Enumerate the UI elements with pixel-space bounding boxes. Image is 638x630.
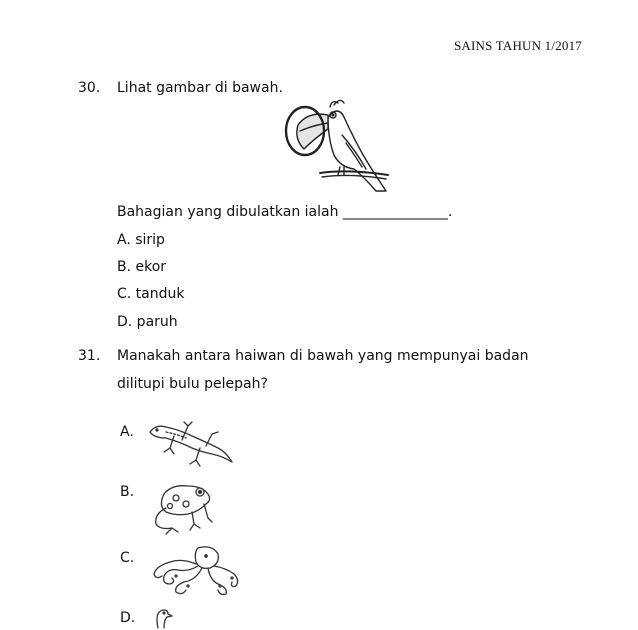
option-30-d[interactable]: D. paruh (117, 314, 178, 330)
question-30-prompt: Lihat gambar di bawah. (117, 80, 283, 96)
page-header: SAINS TAHUN 1/2017 (454, 38, 582, 53)
question-31-line2: dilitupi bulu pelepah? (117, 376, 268, 392)
option-30-a[interactable]: A. sirip (117, 232, 165, 248)
toucan-icon (278, 95, 398, 200)
frog-icon[interactable] (148, 478, 216, 536)
option-31-d-letter[interactable]: D. (120, 610, 136, 626)
option-30-b[interactable]: B. ekor (117, 259, 167, 275)
question-31-number: 31. (78, 348, 101, 364)
option-31-a-letter[interactable]: A. (120, 424, 134, 440)
question-30-stem: Bahagian yang dibulatkan ialah _______________. (117, 204, 453, 220)
option-30-c[interactable]: C. tanduk (117, 286, 185, 302)
option-31-c-letter[interactable]: C. (120, 550, 135, 566)
bird-icon[interactable] (150, 606, 174, 630)
lizard-icon[interactable] (146, 418, 234, 470)
octopus-icon[interactable] (148, 542, 244, 598)
option-31-b-letter[interactable]: B. (120, 484, 135, 500)
question-30-number: 30. (78, 80, 101, 96)
question-31-line1: Manakah antara haiwan di bawah yang mempunyai badan (117, 348, 529, 364)
